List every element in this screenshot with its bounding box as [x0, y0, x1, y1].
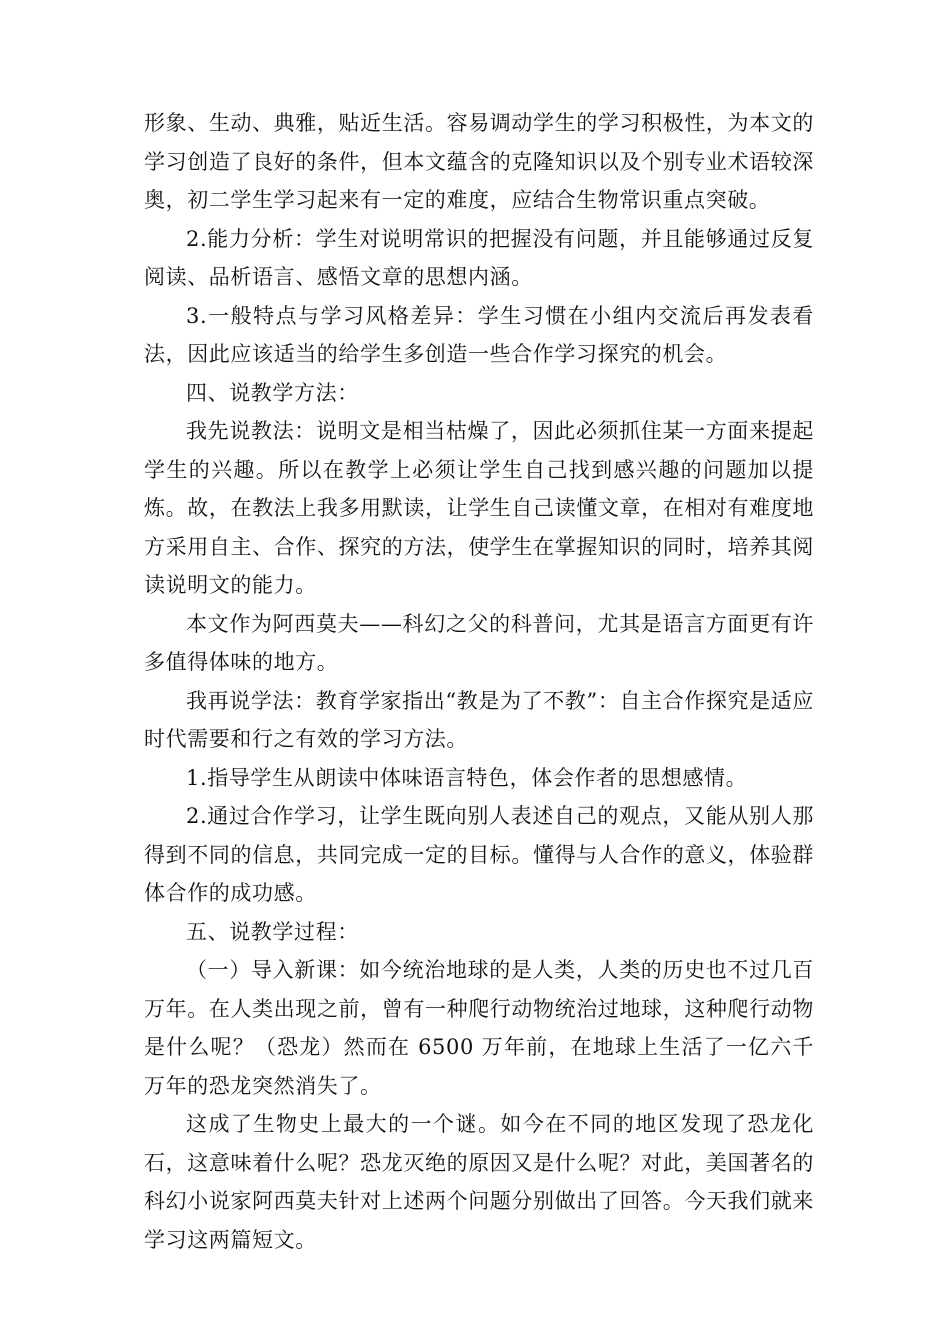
paragraph-learning-conditions: 形象、生动、典雅，贴近生活。容易调动学生的学习积极性，为本文的学习创造了良好的条件，但本文蕴含的克隆知识以及个别专业术语较深奥，初二学生学习起来有一定的难度，应结合生物常识重点突破。 [144, 111, 814, 212]
document-body [144, 104, 814, 1259]
paragraph-learning-style: 3.一般特点与学习风格差异：学生习惯在小组内交流后再发表看法，因此应该适当的给学生多创造一些合作学习探究的机会。 [144, 303, 814, 366]
heading-teaching-methods: 四、说教学方法： [186, 380, 359, 405]
paragraph-teaching-method: 我先说教法：说明文是相当枯燥了，因此必须抓住某一方面来提起学生的兴趣。所以在教学上必须让学生自己找到感兴趣的问题加以提炼。故，在教法上我多用默读，让学生自己读懂文章，在相对有难度地方采用自主、合作、探究的方法，使学生在掌握知识的同时，培养其阅读说明文的能力。 [144, 419, 814, 597]
paragraph-dinosaur-mystery: 这成了生物史上最大的一个谜。如今在不同的地区发现了恐龙化石，这意味着什么呢？恐龙灭绝的原因又是什么呢？对此，美国著名的科幻小说家阿西莫夫针对上述两个问题分别做出了回答。今天我们就来学习这两篇短文。 [144, 1112, 814, 1252]
paragraph-asimov-note: 本文作为阿西莫夫——科幻之父的科普问，尤其是语言方面更有许多值得体味的地方。 [144, 611, 814, 674]
list-item-reading-guidance: 1.指导学生从朗读中体味语言特色，体会作者的思想感情。 [186, 765, 748, 790]
paragraph-ability-analysis: 2.能力分析：学生对说明常识的把握没有问题，并且能够通过反复阅读、品析语言、感悟文章的思想内涵。 [144, 226, 814, 289]
paragraph-learning-method: 我再说学法：教育学家指出“教是为了不教”：自主合作探究是适应时代需要和行之有效的学习方法。 [144, 688, 814, 751]
paragraph-lesson-introduction: （一）导入新课：如今统治地球的是人类，人类的历史也不过几百万年。在人类出现之前，曾有一种爬行动物统治过地球，这种爬行动物是什么呢？（恐龙）然而在 6500 万年前，在地球上生活了一亿六千万年的恐龙突然消失了。 [144, 958, 814, 1098]
list-item-cooperative-learning: 2.通过合作学习，让学生既向别人表述自己的观点，又能从别人那得到不同的信息，共同完成一定的目标。懂得与人合作的意义，体验群体合作的成功感。 [144, 804, 814, 905]
heading-teaching-process: 五、说教学过程： [186, 919, 359, 944]
